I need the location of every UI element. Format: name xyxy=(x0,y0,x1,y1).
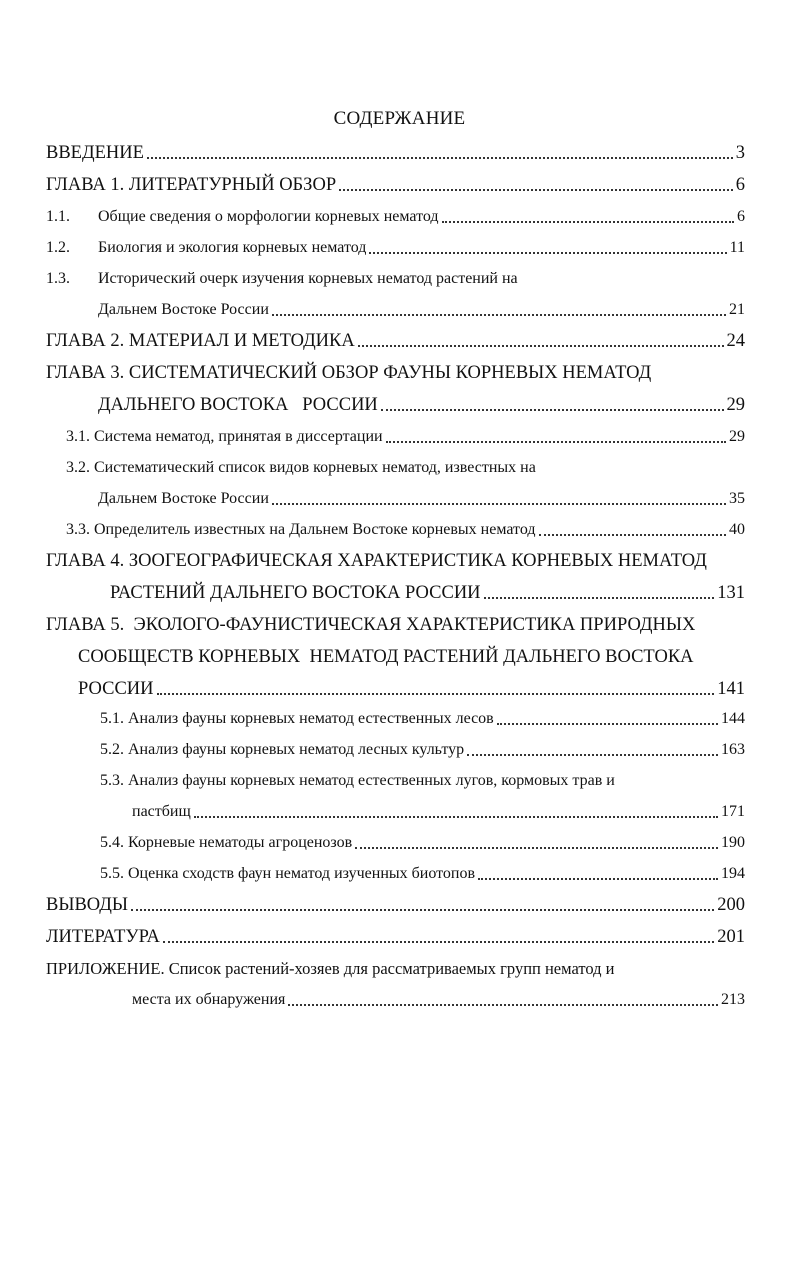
toc-entry-page: 40 xyxy=(729,521,745,538)
toc-entry-number: 1.3. xyxy=(46,270,70,287)
dot-leader xyxy=(339,189,733,191)
toc-entry-label: ВЫВОДЫ xyxy=(46,895,129,915)
toc-entry-label: 5.2. Анализ фауны корневых нематод лесных культур xyxy=(100,741,465,758)
dot-leader xyxy=(355,847,718,849)
toc-entry-label: Дальнем Востоке России xyxy=(98,490,269,507)
toc-entry-section-3-2-line2[interactable] xyxy=(98,487,745,511)
toc-entry-label: ВВЕДЕНИЕ xyxy=(46,143,144,163)
toc-entry-label: 3.1. Система нематод, принятая в диссертации xyxy=(66,428,383,445)
toc-entry-number: 1.2. xyxy=(46,239,70,256)
toc-entry-chapter-4-line2[interactable] xyxy=(110,581,745,605)
toc-entry-label: 5.5. Оценка сходств фаун нематод изученных биотопов xyxy=(100,865,476,882)
toc-entry-appendix-line1[interactable]: ПРИЛОЖЕНИЕ. Список растений-хозяев для рассматриваемых групп нематод и xyxy=(46,959,615,978)
toc-entry-label: ЛИТЕРАТУРА xyxy=(46,927,160,947)
dot-leader xyxy=(358,345,724,347)
toc-entry-section-5-5[interactable] xyxy=(100,862,745,886)
dot-leader xyxy=(442,221,734,223)
toc-entry-page: 163 xyxy=(721,741,745,758)
dot-leader xyxy=(467,754,718,756)
toc-entry-label: 3.3. Определитель известных на Дальнем Востоке корневых нематод xyxy=(66,521,536,538)
toc-entry-label: пастбищ xyxy=(132,803,191,820)
toc-entry-section-5-4[interactable] xyxy=(100,831,745,855)
toc-entry-page: 6 xyxy=(737,208,745,225)
toc-entry-section-1-1[interactable] xyxy=(46,205,745,229)
toc-entry-intro[interactable] xyxy=(46,141,745,165)
toc-entry-section-5-2[interactable] xyxy=(100,738,745,762)
toc-entry-section-1-2[interactable] xyxy=(46,236,745,260)
toc-entry-page: 200 xyxy=(717,895,745,915)
dot-leader xyxy=(484,597,715,599)
dot-leader xyxy=(539,534,727,536)
toc-entry-section-3-2-line1[interactable]: 3.2. Систематический список видов корневых нематод, известных на xyxy=(66,459,536,476)
toc-entry-section-5-3-line2[interactable] xyxy=(132,800,745,824)
toc-entry-page: 194 xyxy=(721,865,745,882)
toc-entry-label: Биология и экология корневых нематод xyxy=(98,239,367,256)
toc-entry-label: ГЛАВА 2. МАТЕРИАЛ И МЕТОДИКА xyxy=(46,331,355,351)
dot-leader xyxy=(194,816,718,818)
toc-entry-label: РОССИИ xyxy=(78,679,154,699)
toc-entry-label: ГЛАВА 1. ЛИТЕРАТУРНЫЙ ОБЗОР xyxy=(46,175,337,195)
dot-leader xyxy=(369,252,726,254)
toc-entry-number: 1.1. xyxy=(46,208,70,225)
toc-entry-page: 144 xyxy=(721,710,745,727)
toc-entry-section-3-3[interactable] xyxy=(66,518,745,542)
toc-entry-label: 5.1. Анализ фауны корневых нематод естественных лесов xyxy=(100,710,494,727)
toc-entry-page: 201 xyxy=(717,927,745,947)
toc-entry-section-5-1[interactable] xyxy=(100,707,745,731)
toc-entry-chapter-5-line1[interactable]: ГЛАВА 5. ЭКОЛОГО-ФАУНИСТИЧЕСКАЯ ХАРАКТЕРИСТИКА ПРИРОДНЫХ xyxy=(46,615,696,635)
toc-entry-appendix-line2[interactable] xyxy=(132,988,745,1012)
toc-title: СОДЕРЖАНИЕ xyxy=(333,108,466,129)
dot-leader xyxy=(478,878,718,880)
dot-leader xyxy=(157,693,715,695)
dot-leader xyxy=(163,941,714,943)
toc-entry-section-5-3-line1[interactable]: 5.3. Анализ фауны корневых нематод естественных лугов, кормовых трав и xyxy=(100,772,615,789)
toc-entry-page: 131 xyxy=(717,583,745,603)
toc-entry-page: 213 xyxy=(721,991,745,1008)
dot-leader xyxy=(497,723,718,725)
toc-entry-label: Исторический очерк изучения корневых нематод растений на xyxy=(98,270,518,287)
toc-entry-chapter-5-line3[interactable] xyxy=(78,677,745,701)
toc-entry-chapter-2[interactable] xyxy=(46,329,745,353)
dot-leader xyxy=(272,503,726,505)
dot-leader xyxy=(272,314,726,316)
toc-entry-page: 141 xyxy=(717,679,745,699)
toc-entry-conclusions[interactable] xyxy=(46,893,745,917)
dot-leader xyxy=(288,1004,718,1006)
toc-entry-section-3-1[interactable] xyxy=(66,425,745,449)
toc-entry-page: 11 xyxy=(729,239,745,256)
toc-entry-page: 24 xyxy=(726,331,745,351)
toc-entry-label: 5.4. Корневые нематоды агроценозов xyxy=(100,834,353,851)
toc-entry-page: 29 xyxy=(729,428,745,445)
toc-entry-page: 35 xyxy=(729,490,745,507)
dot-leader xyxy=(131,909,714,911)
toc-entry-page: 21 xyxy=(729,301,745,318)
toc-entry-label: Дальнем Востоке России xyxy=(98,301,269,318)
toc-entry-label: места их обнаружения xyxy=(132,991,286,1008)
toc-entry-section-1-3-line1[interactable] xyxy=(46,267,745,291)
toc-entry-section-1-3-line2[interactable] xyxy=(98,298,745,322)
toc-entry-label: Общие сведения о морфологии корневых нематод xyxy=(98,208,439,225)
dot-leader xyxy=(381,409,724,411)
toc-entry-chapter-4-line1[interactable]: ГЛАВА 4. ЗООГЕОГРАФИЧЕСКАЯ ХАРАКТЕРИСТИКА КОРНЕВЫХ НЕМАТОД xyxy=(46,551,707,571)
toc-entry-page: 6 xyxy=(735,175,745,195)
toc-entry-literature[interactable] xyxy=(46,925,745,949)
toc-entry-page: 190 xyxy=(721,834,745,851)
toc-entry-page: 171 xyxy=(721,803,745,820)
dot-leader xyxy=(147,157,733,159)
toc-entry-label: РАСТЕНИЙ ДАЛЬНЕГО ВОСТОКА РОССИИ xyxy=(110,583,481,603)
toc-entry-page: 29 xyxy=(726,395,745,415)
toc-entry-chapter-3-line2[interactable] xyxy=(98,393,745,417)
dot-leader xyxy=(386,441,726,443)
toc-entry-label: ДАЛЬНЕГО ВОСТОКА РОССИИ xyxy=(98,395,378,415)
toc-entry-chapter-3-line1[interactable]: ГЛАВА 3. СИСТЕМАТИЧЕСКИЙ ОБЗОР ФАУНЫ КОРНЕВЫХ НЕМАТОД xyxy=(46,363,652,383)
toc-entry-chapter-5-line2[interactable]: СООБЩЕСТВ КОРНЕВЫХ НЕМАТОД РАСТЕНИЙ ДАЛЬНЕГО ВОСТОКА xyxy=(78,647,694,667)
toc-entry-page: 3 xyxy=(735,143,745,163)
toc-entry-chapter-1[interactable] xyxy=(46,173,745,197)
